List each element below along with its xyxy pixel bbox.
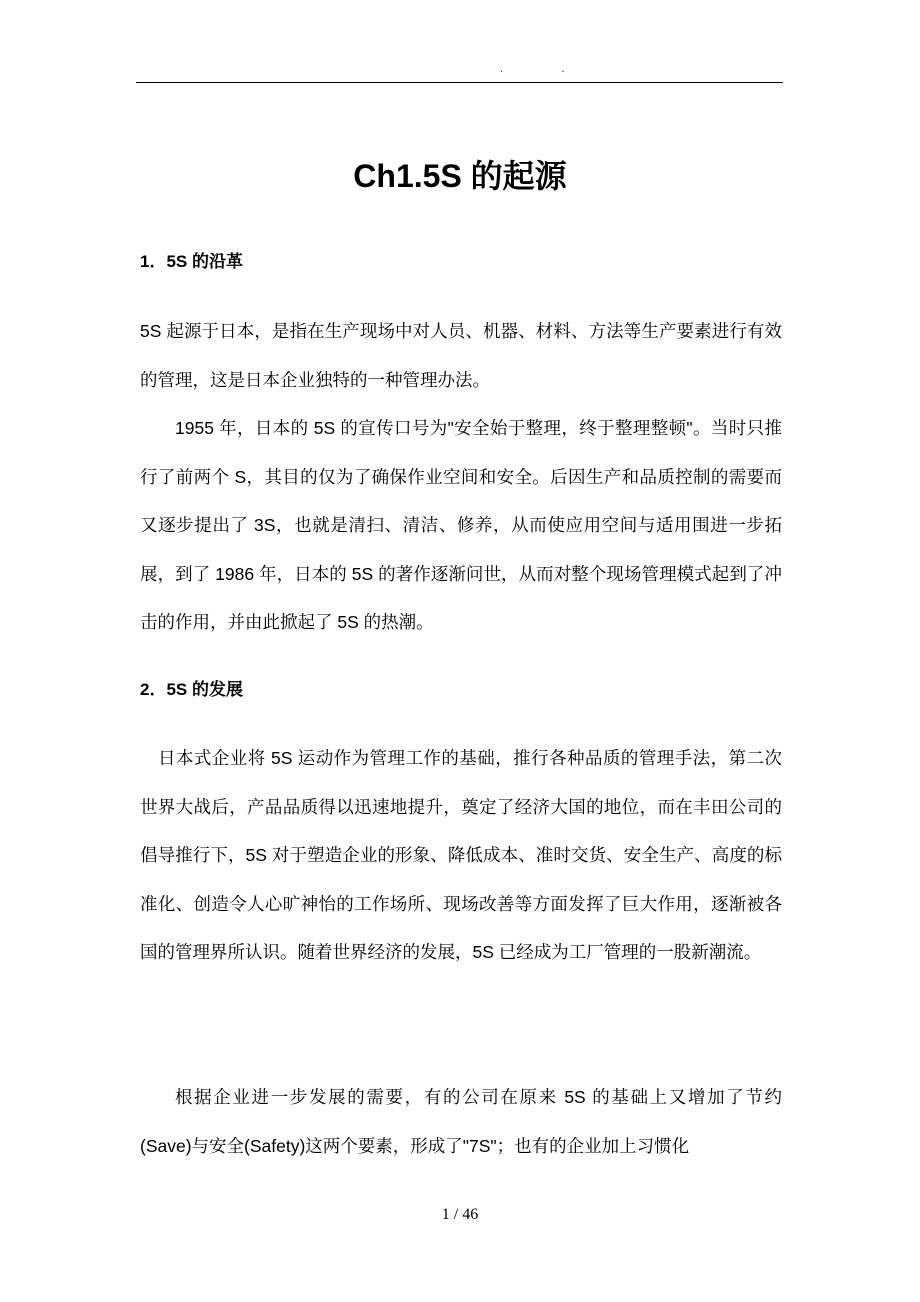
paragraph-7s: 根据企业进一步发展的需要，有的公司在原来 5S 的基础上又增加了节约(Save)与安全(Safety)这两个要素，形成了"7S"；也有的企业加上习惯化: [140, 1087, 782, 1156]
header-dots: . .: [500, 64, 593, 75]
page-number: 1 / 46: [441, 1206, 479, 1223]
section-heading-development: 2．5S 的发展: [140, 680, 243, 699]
page-title: Ch1.5S 的起源: [353, 158, 567, 194]
paragraph-1955: 1955 年，日本的 5S 的宣传口号为"安全始于整理，终于整理整顿"。当时只推行了前两个 S，其目的仅为了确保作业空间和安全。后因生产和品质控制的需要而又逐步提出了 3S，也就是清扫、清洁、修养，从而使应用空间与适用围进一步拓展，到了 1986 年，日本的 5S 的著作逐渐问世，从而对整个现场管理模式起到了冲击的作用，并由此掀起了 5S 的热潮。: [140, 418, 782, 632]
paragraph-japanese-enterprises: 日本式企业将 5S 运动作为管理工作的基础，推行各种品质的管理手法，第二次世界大战后，产品品质得以迅速地提升，奠定了经济大国的地位，而在丰田公司的倡导推行下，5S 对于塑造企业的形象、降低成本、准时交货、安全生产、高度的标准化、创造令人心旷神怡的工作场所、现场改善等方面发挥了巨大作用，逐渐被各国的管理界所认识。随着世界经济的发展，5S 已经成为工厂管理的一股新潮流。: [140, 748, 782, 962]
section-heading-history: 1．5S 的沿革: [140, 252, 243, 271]
paragraph-origin: 5S 起源于日本，是指在生产现场中对人员、机器、材料、方法等生产要素进行有效的管理，这是日本企业独特的一种管理办法。: [140, 321, 782, 390]
header-rule: [136, 82, 783, 83]
